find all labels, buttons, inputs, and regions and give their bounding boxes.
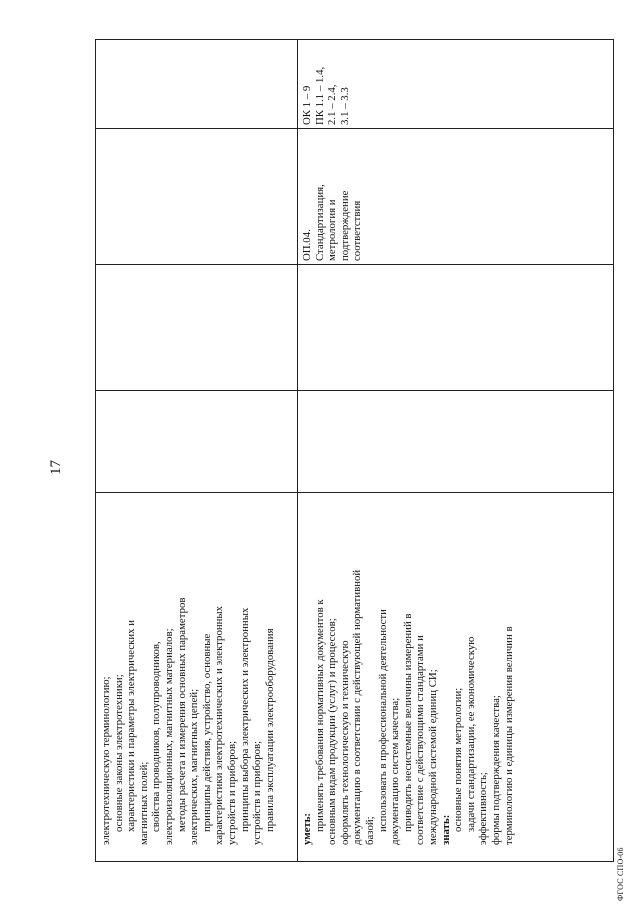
text-line: терминологию и единицы измерения величин в [502,626,515,845]
text-line: эффективность; [477,772,490,845]
text-line: электроизоляционных, магнитных материалов; [162,628,175,845]
competency-line: 2.1 – 2.4, [326,84,339,125]
discipline-name-line: Стандартизация, [313,184,326,261]
text-block [301,570,515,845]
text-line: задачи стандартизации, ее экономическую [464,636,477,832]
text-block [301,67,351,125]
text-line: электротехническую терминологию; [100,676,112,845]
page-number: 17 [48,460,64,475]
text-line: магнитных полей; [137,761,150,845]
text-line: оформлять технологическую и техническую [338,640,351,845]
discipline-name-line: соответствия [351,200,364,261]
text-line: характеристики и параметры электрических и [125,619,138,832]
text-line: базой; [363,816,376,845]
competency-line: ОК 1 – 9 [301,85,313,125]
discipline-code: ОП.04. [301,229,313,261]
discipline-name-line: метрология и [326,199,339,261]
text-line: формы подтверждения качества; [489,695,502,845]
text-line: правила эксплуатации электрооборудования [263,628,276,832]
text-line: устройств и приборов; [225,740,238,845]
section-label-umet: уметь: [301,812,313,845]
text-line: устройств и приборов; [251,740,264,845]
text-line: документацию систем качества; [389,697,402,845]
column-divider [96,390,613,391]
text-line: характеристики электротехнических и электронных [213,605,226,845]
text-line: основным видам продукции (услуг) и процессов; [326,618,339,845]
text-line: электрических, магнитных цепей; [188,688,201,845]
competencies-cell [297,38,615,129]
text-line: принципы действия, устройство, основные [200,633,213,832]
text-line: свойства проводников, полупроводников, [150,641,163,832]
text-line: основные понятия метрологии; [452,687,465,832]
text-line: принципы выбора электрических и электронных [238,607,251,832]
discipline-name-line: подтверждение [338,190,351,261]
text-line: методы расчета и измерения основных параметров [175,597,188,832]
discipline-cell [297,129,615,265]
knowledge-cell-electrotech [96,493,297,861]
competency-line: 3.1 – 3.3 [338,87,351,125]
competency-table [95,39,614,862]
text-line: документацию в соответствии с действующей нормативной [351,569,364,845]
text-block [100,598,276,845]
text-line: приводить несистемные величины измерений в [401,613,414,832]
text-block [301,184,364,261]
text-line: основные законы электротехники; [112,674,125,832]
footer-code: ФГОС СПО-06 [616,847,625,901]
text-line: соответствие с действующими стандартами и [414,635,427,845]
text-line: применять требования нормативных документов к [313,599,326,832]
text-line: международной системой единиц СИ; [426,669,439,845]
skills-knowledge-cell-metrology [297,493,615,861]
competency-line: ПК 1.1 – 1.4, [313,66,326,125]
text-line: использовать в профессиональной деятельности [376,609,389,832]
section-label-znat: знать: [439,814,452,845]
